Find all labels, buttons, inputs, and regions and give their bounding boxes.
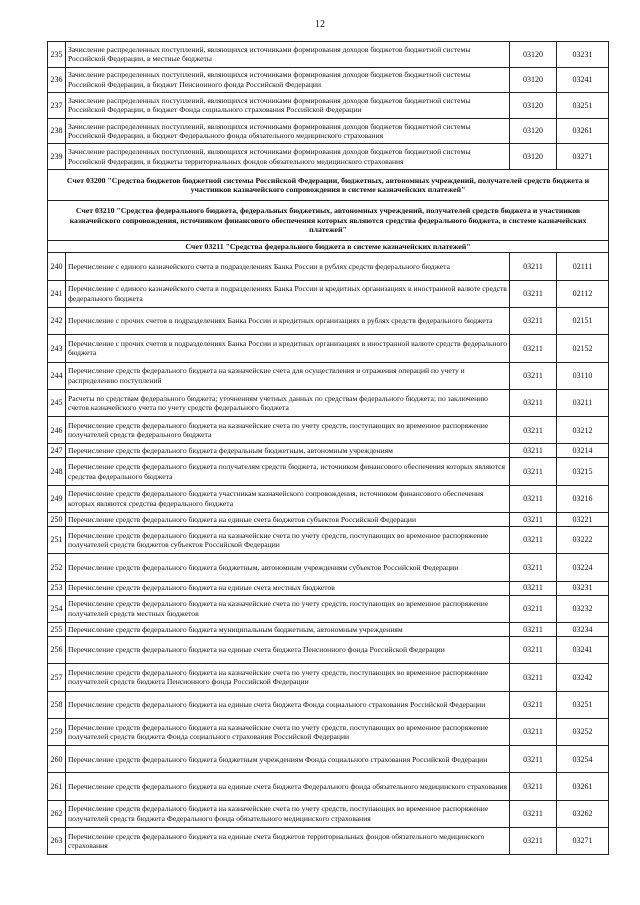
account-code: 03120 bbox=[510, 93, 557, 119]
table-row bbox=[48, 554, 609, 581]
account-code: 03211 bbox=[510, 828, 557, 855]
row-description: Перечисление средств федерального бюджета муниципальным бюджетным, автономным учреждениям bbox=[66, 622, 510, 636]
row-description: Перечисление средств федерального бюджета на единые счета местных бюджетов bbox=[66, 581, 510, 595]
table-row bbox=[48, 417, 609, 444]
table-row bbox=[48, 513, 609, 527]
row-description: Перечисление средств федерального бюджета на единые счета бюджета Пенсионного фонда Российской Федерации bbox=[66, 636, 510, 663]
row-number: 236 bbox=[48, 67, 66, 93]
account-code: 03211 bbox=[510, 691, 557, 718]
table-row bbox=[48, 691, 609, 718]
table-row bbox=[48, 389, 609, 416]
sub-account-code: 03214 bbox=[557, 444, 609, 458]
row-description: Перечисление средств федерального бюджета участникам казначейского сопровождения, источником финансового обеспечения которых являются средства федерального бюджета bbox=[66, 485, 510, 512]
row-description: Перечисление с единого казначейского счета в подразделениях Банка России в рублях средств федерального бюджета bbox=[66, 253, 510, 280]
sub-account-code: 03271 bbox=[557, 828, 609, 855]
row-description: Перечисление средств федерального бюджета на казначейские счета для осуществления и отражения операций по учету и распределению поступлений bbox=[66, 362, 510, 389]
table-row bbox=[48, 118, 609, 144]
row-description: Перечисление средств федерального бюджета на единые счета бюджета Фонда социального страхования Российской Федерации bbox=[66, 691, 510, 718]
section-header-03200: Счет 03200 "Средства бюджетов бюджетной системы Российской Федерации, бюджетных, автономных учреждений, получателей средств бюджета и участников казначейского сопровождения в системе казначейских платежей" bbox=[48, 169, 609, 200]
table-row bbox=[48, 362, 609, 389]
sub-account-code: 03251 bbox=[557, 691, 609, 718]
table-row bbox=[48, 144, 609, 170]
table-row bbox=[48, 581, 609, 595]
row-number: 255 bbox=[48, 622, 66, 636]
table-row bbox=[48, 307, 609, 334]
table-row bbox=[48, 622, 609, 636]
account-code: 03120 bbox=[510, 144, 557, 170]
accounts-table bbox=[47, 41, 609, 855]
row-number: 262 bbox=[48, 800, 66, 827]
row-number: 242 bbox=[48, 307, 66, 334]
sub-account-code: 03241 bbox=[557, 636, 609, 663]
sub-account-code: 02111 bbox=[557, 253, 609, 280]
row-description: Перечисление средств федерального бюджета на единые счета бюджета Федерального фонда обязательного медицинского страхования bbox=[66, 773, 510, 800]
account-code: 03211 bbox=[510, 622, 557, 636]
table-row bbox=[48, 458, 609, 485]
row-number: 260 bbox=[48, 746, 66, 773]
row-number: 248 bbox=[48, 458, 66, 485]
account-code: 03211 bbox=[510, 718, 557, 745]
sub-account-code: 03271 bbox=[557, 144, 609, 170]
section-header-03211: Счет 03211 "Средства федерального бюджета в системе казначейских платежей" bbox=[48, 240, 609, 252]
table-row bbox=[48, 595, 609, 622]
sub-account-code: 03231 bbox=[557, 581, 609, 595]
sub-account-code: 03242 bbox=[557, 664, 609, 691]
account-code: 03120 bbox=[510, 42, 557, 68]
account-code: 03211 bbox=[510, 800, 557, 827]
account-code: 03211 bbox=[510, 444, 557, 458]
row-description: Зачисление распределенных поступлений, являющихся источниками формирования доходов бюджетов бюджетной системы Российской Федерации, в бюджеты территориальных фондов обязательного медицинского страхования bbox=[66, 144, 510, 170]
row-description: Расчеты по средствам федерального бюджета; уточнениям учетных данных по средствам федерального бюджета; по заключению счетов казначейского учета по учету средств федерального бюджета bbox=[66, 389, 510, 416]
account-code: 03211 bbox=[510, 554, 557, 581]
sub-account-code: 03251 bbox=[557, 93, 609, 119]
table-row bbox=[48, 800, 609, 827]
sub-account-code: 03211 bbox=[557, 389, 609, 416]
table-body-top bbox=[48, 42, 609, 170]
row-number: 244 bbox=[48, 362, 66, 389]
row-number: 237 bbox=[48, 93, 66, 119]
table-row bbox=[48, 746, 609, 773]
row-number: 263 bbox=[48, 828, 66, 855]
row-description: Зачисление распределенных поступлений, являющихся источниками формирования доходов бюджетов бюджетной системы Российской Федерации, в местные бюджеты bbox=[66, 42, 510, 68]
sub-account-code: 03215 bbox=[557, 458, 609, 485]
section-header-03210: Счет 03210 "Средства федерального бюджета, федеральных бюджетных, автономных учреждений, получателей средств бюджета и участников казначейского сопровождения, источником финансового обеспечения которых являются средства федерального бюджета, в системе казначейских платежей" bbox=[48, 200, 609, 240]
row-description: Зачисление распределенных поступлений, являющихся источниками формирования доходов бюджетов бюджетной системы Российской Федерации, в бюджет Федерального фонда обязательного медицинского страхования bbox=[66, 118, 510, 144]
account-code: 03211 bbox=[510, 664, 557, 691]
section-header-row bbox=[48, 200, 609, 240]
account-code: 03211 bbox=[510, 417, 557, 444]
row-description: Перечисление средств федерального бюджета на казначейские счета по учету средств, поступающих во временное распоряжение получателей средств бюджета Фонда социального страхования Российской Федерации bbox=[66, 718, 510, 745]
sub-account-code: 03234 bbox=[557, 622, 609, 636]
sub-account-code: 03241 bbox=[557, 67, 609, 93]
account-code: 03211 bbox=[510, 595, 557, 622]
row-number: 250 bbox=[48, 513, 66, 527]
row-number: 247 bbox=[48, 444, 66, 458]
row-description: Перечисление средств федерального бюджета бюджетным учреждениям Фонда социального страхования Российской Федерации bbox=[66, 746, 510, 773]
sub-account-code: 03221 bbox=[557, 513, 609, 527]
section-headers bbox=[48, 169, 609, 252]
row-number: 256 bbox=[48, 636, 66, 663]
row-number: 245 bbox=[48, 389, 66, 416]
row-description: Перечисление средств федерального бюджета на казначейские счета по учету средств, поступающих во временное распоряжение получателей средств бюджета Федерального фонда обязательного медицинского страхования bbox=[66, 800, 510, 827]
row-number: 258 bbox=[48, 691, 66, 718]
sub-account-code: 03110 bbox=[557, 362, 609, 389]
account-code: 03120 bbox=[510, 118, 557, 144]
row-description: Перечисление с прочих счетов в подразделениях Банка России и кредитных организациях в рублях средств федерального бюджета bbox=[66, 307, 510, 334]
row-number: 251 bbox=[48, 527, 66, 554]
sub-account-code: 03261 bbox=[557, 118, 609, 144]
sub-account-code: 03232 bbox=[557, 595, 609, 622]
row-number: 253 bbox=[48, 581, 66, 595]
row-description: Перечисление средств федерального бюджета на казначейские счета по учету средств, поступающих во временное распоряжение получателей средств бюджетов субъектов Российской Федерации bbox=[66, 527, 510, 554]
table-body-main bbox=[48, 253, 609, 855]
account-code: 03211 bbox=[510, 773, 557, 800]
row-number: 249 bbox=[48, 485, 66, 512]
table-row bbox=[48, 718, 609, 745]
row-description: Перечисление с единого казначейского счета в подразделениях Банка России и кредитных организациях в иностранной валюте средств федерального бюджета bbox=[66, 280, 510, 307]
sub-account-code: 03254 bbox=[557, 746, 609, 773]
account-code: 03211 bbox=[510, 513, 557, 527]
sub-account-code: 03252 bbox=[557, 718, 609, 745]
row-description: Перечисление средств федерального бюджета получателям средств бюджета, источником финансового обеспечения которых являются средства федерального бюджета bbox=[66, 458, 510, 485]
table-row bbox=[48, 485, 609, 512]
row-description: Перечисление средств федерального бюджета на единые счета бюджетов территориальных фондов обязательного медицинского страхования bbox=[66, 828, 510, 855]
table-row bbox=[48, 335, 609, 362]
row-description: Перечисление средств федерального бюджета на казначейские счета по учету средств, поступающих во временное распоряжение получателей средств бюджета Пенсионного фонда Российской Федерации bbox=[66, 664, 510, 691]
account-code: 03211 bbox=[510, 389, 557, 416]
row-description: Перечисление средств федерального бюджета на казначейские счета по учету средств, поступающих во временное распоряжение получателей средств местных бюджетов bbox=[66, 595, 510, 622]
table-row bbox=[48, 636, 609, 663]
account-code: 03211 bbox=[510, 527, 557, 554]
table-row bbox=[48, 67, 609, 93]
table-row bbox=[48, 664, 609, 691]
account-code: 03211 bbox=[510, 280, 557, 307]
row-number: 239 bbox=[48, 144, 66, 170]
table-row bbox=[48, 93, 609, 119]
sub-account-code: 03224 bbox=[557, 554, 609, 581]
row-number: 257 bbox=[48, 664, 66, 691]
account-code: 03211 bbox=[510, 362, 557, 389]
row-number: 246 bbox=[48, 417, 66, 444]
row-description: Перечисление средств федерального бюджета на казначейские счета по учету средств, поступающих во временное распоряжение получателей средств федерального бюджета bbox=[66, 417, 510, 444]
row-number: 259 bbox=[48, 718, 66, 745]
table-row bbox=[48, 253, 609, 280]
sub-account-code: 03262 bbox=[557, 800, 609, 827]
account-code: 03120 bbox=[510, 67, 557, 93]
row-number: 238 bbox=[48, 118, 66, 144]
account-code: 03211 bbox=[510, 746, 557, 773]
account-code: 03211 bbox=[510, 458, 557, 485]
row-number: 243 bbox=[48, 335, 66, 362]
section-header-row bbox=[48, 169, 609, 200]
sub-account-code: 02151 bbox=[557, 307, 609, 334]
account-code: 03211 bbox=[510, 335, 557, 362]
table-row bbox=[48, 280, 609, 307]
row-number: 254 bbox=[48, 595, 66, 622]
sub-account-code: 02112 bbox=[557, 280, 609, 307]
sub-account-code: 03222 bbox=[557, 527, 609, 554]
row-number: 252 bbox=[48, 554, 66, 581]
page-number: 12 bbox=[315, 19, 325, 30]
table-row bbox=[48, 773, 609, 800]
account-code: 03211 bbox=[510, 485, 557, 512]
row-number: 240 bbox=[48, 253, 66, 280]
sub-account-code: 03212 bbox=[557, 417, 609, 444]
account-code: 03211 bbox=[510, 253, 557, 280]
account-code: 03211 bbox=[510, 307, 557, 334]
row-description: Перечисление с прочих счетов в подразделениях Банка России и кредитных организациях в иностранной валюте средств федерального бюджета bbox=[66, 335, 510, 362]
table-row bbox=[48, 444, 609, 458]
table-row bbox=[48, 527, 609, 554]
sub-account-code: 03231 bbox=[557, 42, 609, 68]
row-description: Зачисление распределенных поступлений, являющихся источниками формирования доходов бюджетов бюджетной системы Российской Федерации, в бюджет Пенсионного фонда Российской Федерации bbox=[66, 67, 510, 93]
row-description: Перечисление средств федерального бюджета федеральным бюджетным, автономным учреждениям bbox=[66, 444, 510, 458]
account-code: 03211 bbox=[510, 636, 557, 663]
account-code: 03211 bbox=[510, 581, 557, 595]
section-header-row bbox=[48, 240, 609, 252]
row-number: 241 bbox=[48, 280, 66, 307]
sub-account-code: 02152 bbox=[557, 335, 609, 362]
row-description: Перечисление средств федерального бюджета на единые счета бюджетов субъектов Российской Федерации bbox=[66, 513, 510, 527]
row-number: 261 bbox=[48, 773, 66, 800]
row-description: Зачисление распределенных поступлений, являющихся источниками формирования доходов бюджетов бюджетной системы Российской Федерации, в бюджет Фонда социального страхования Российской Федерации bbox=[66, 93, 510, 119]
row-description: Перечисление средств федерального бюджета бюджетным, автономным учреждениям субъектов Российской Федерации bbox=[66, 554, 510, 581]
sub-account-code: 03261 bbox=[557, 773, 609, 800]
row-number: 235 bbox=[48, 42, 66, 68]
sub-account-code: 03216 bbox=[557, 485, 609, 512]
table-row bbox=[48, 828, 609, 855]
table-row bbox=[48, 42, 609, 68]
